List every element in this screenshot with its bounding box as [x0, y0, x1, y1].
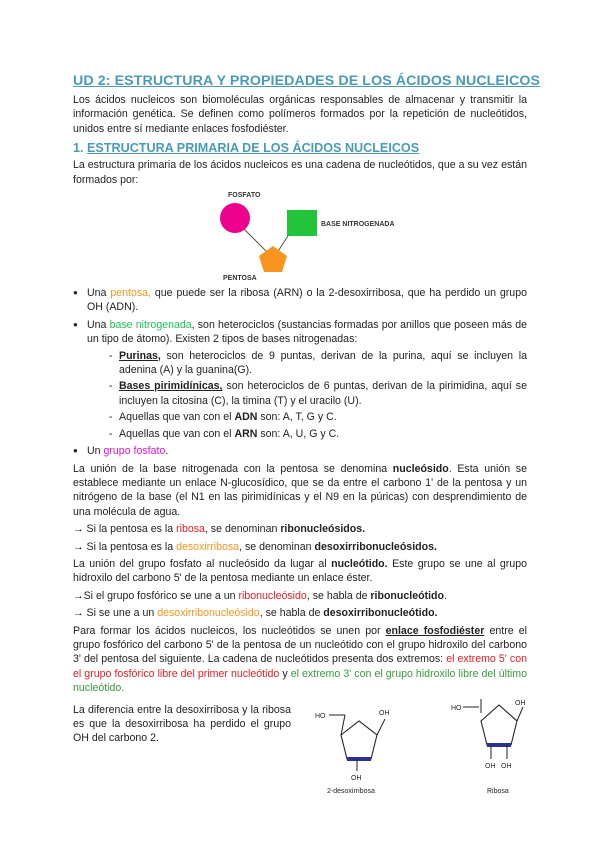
nucleotide-diagram-svg — [73, 190, 527, 286]
bases-sublist — [87, 349, 527, 441]
ribosa-oh-label: OH — [515, 699, 526, 707]
components-list — [73, 286, 527, 458]
section-heading-text: ESTRUCTURA PRIMARIA DE LOS ÁCIDOS NUCLEICOS — [87, 141, 420, 156]
ribosa-br-oh-label: OH — [501, 762, 512, 770]
nucleotide-diagram — [73, 190, 527, 286]
fosfato-label: FOSFATO — [228, 192, 261, 200]
pentosa-label: PENTOSA — [223, 275, 257, 283]
arrow-ribosa: → Si la pentosa es la ribosa, se denominan ribonucleósidos. — [73, 523, 366, 536]
desox-bottom-oh-label: OH — [351, 774, 362, 782]
section-lead: La estructura primaria de los ácidos nucleicos es una cadena de nucleótidos, que a su vez están formados por: — [73, 159, 527, 186]
list-item-fosfato: ● Un grupo fosfato. — [73, 444, 527, 458]
fosfodiester-paragraph: Para formar los ácidos nucleicos, los nucleótidos se unen por enlace fosfodiéster entre el grupo fosfórico del carbono 5' de la pentosa de un nucleótido con el grupo hidroxilo del carbono 3' del pentosa del siguiente. La cadena de nucleótidos presenta dos extremos: el extremo 5' con el grupo fosfórico libre del primer nucleótido y el extremo 3' con el grupo hidroxilo libre del último nucleótido. — [73, 624, 527, 695]
page-title: UD 2: ESTRUCTURA Y PROPIEDADES DE LOS ÁCIDOS NUCLEICOS — [73, 73, 541, 89]
sugar-structures-svg — [301, 699, 527, 799]
fosfato-highlight: grupo fosfato — [103, 445, 166, 458]
desox-caption: 2-desoxirribosa — [327, 787, 375, 795]
list-item-pentosa: ● Una pentosa, que puede ser la ribosa (ARN) o la 2-desoxirribosa, que ha perdido un grupo OH (ADN). — [73, 286, 527, 315]
list-item-arn: - Aquellas que van con el ARN son: A, U, G y C. — [87, 427, 527, 441]
document-page — [73, 72, 541, 799]
ribosa-bl-oh-label: OH — [485, 762, 496, 770]
ribosa-caption: Ribosa — [487, 787, 509, 795]
list-item-purinas: - Purinas, son heterociclos de 9 puntas, derivan de la purina, aquí se incluyen la adenina (A) y la guanina(G). — [87, 349, 527, 378]
sugars-section — [73, 699, 527, 799]
base-label: BASE NITROGENADA — [321, 221, 395, 229]
section-number: 1. — [73, 141, 84, 156]
intro-paragraph: Los ácidos nucleicos son biomoléculas orgánicas responsables de almacenar y transmitir la información genética. Se definen como polímeros formados por la repetición de nucleótidos, unidos entre sí mediante enlaces fosfodiéster. — [73, 94, 527, 135]
arrow-desoxirribosa: → Si la pentosa es la desoxirribosa, se denominan desoxirribonucleósidos. — [73, 540, 437, 553]
arrow-desoxirribonucleotido: → Si se une a un desoxirribonucleósido, se habla de desoxirribonucleótido. — [73, 607, 438, 620]
list-item-pirimidinicas: - Bases pirimidínicas, son heterociclos de 6 puntas, derivan de la pirimidina, aquí se incluyen la citosina (C), la timina (T) y el uracilo (U). — [87, 379, 527, 408]
base-highlight: base nitrogenada — [109, 318, 192, 331]
ribosa-ho-label: HO — [451, 704, 462, 712]
list-item-adn: - Aquellas que van con el ADN son: A, T, G y C. — [87, 410, 527, 424]
section-heading — [73, 140, 527, 156]
nucleotido-paragraph: La unión del grupo fosfato al nucleósido da lugar al nucleótido. Este grupo se une al grupo hidroxilo del carbono 5' de la pentosa mediante un enlace éster. — [73, 557, 528, 585]
desox-ho-label: HO — [315, 712, 326, 720]
phosphate-circle — [220, 203, 250, 233]
nucleosido-paragraph: La unión de la base nitrogenada con la pentosa se denomina nucleósido. Esta unión se establece mediante un enlace N-glucosídico, que se da entre el carbono 1' de la pentosa y un nitrógeno de la base (el N1 en las pirimidínicas y el N9 en la púricas) con desprendimiento de una molécula de agua. — [73, 462, 527, 518]
arrow-ribonucleotido: →Si el grupo fosfórico se une a un ribonucleósido, se habla de ribonucleótido. — [73, 589, 447, 602]
desoxirribosa-structure — [315, 710, 390, 795]
pentosa-highlight: pentosa, — [110, 287, 151, 300]
ribosa-structure — [451, 699, 526, 795]
base-square — [287, 210, 317, 236]
desox-oh-label: OH — [379, 709, 390, 717]
list-item-base: ● Una base nitrogenada, son heterociclos (sustancias formadas por anillos que poseen más de un tipo de átomo). Existen 2 tipos de bases nitrogenadas: - Purinas, son heterociclos de 9 puntas, derivan de la purina, aquí se incluyen la adenina (A) y la guanina(G). - Bases pirimidínicas, son heterociclos de 6 puntas, derivan de la pirimidina, aquí se incluyen la citosina (C), la timina (T) y el uracilo (U). - Aquellas que van con el ADN son: A, T, G y C. - Aquellas que van con el ARN son: A, U, G y C. — [73, 318, 527, 441]
diferencia-paragraph: La diferencia entre la desoxirribosa y la ribosa es que la desoxirribosa ha perdido el grupo OH del carbono 2. — [73, 703, 291, 745]
pentose-pentagon — [259, 246, 287, 272]
